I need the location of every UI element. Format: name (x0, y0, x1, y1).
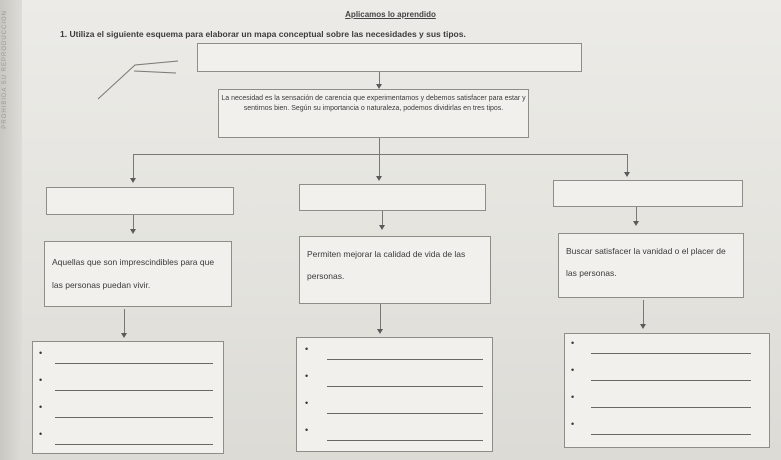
definition-text: La necesidad es la sensación de carencia que experimentamos y debemos satisfacer para estar y sentirnos bien. Según su importancia o naturaleza, podemos dividirlas en tres tipos. (221, 95, 526, 112)
page-binding (0, 0, 22, 460)
example-answer-line[interactable]: • (565, 344, 769, 354)
question-body: Utiliza el siguiente esquema para elaborar un mapa conceptual sobre las necesidades y sus tipos. (69, 29, 466, 39)
arrow-down-icon (640, 324, 646, 329)
main-concept-box[interactable] (197, 43, 582, 72)
example-answer-line[interactable]: • (565, 398, 769, 408)
arrow-down-icon (121, 333, 127, 338)
example-answer-line[interactable]: • (297, 431, 492, 441)
type-description-box-2 (299, 236, 491, 304)
type-description-text-2: Permiten mejorar la calidad de vida de las personas. (307, 249, 466, 281)
connector-line (133, 215, 134, 229)
connector-line (382, 211, 383, 225)
connector-branch-line (133, 154, 627, 155)
examples-box-2 (296, 337, 493, 452)
question-text (60, 29, 466, 39)
connector-line (643, 300, 644, 324)
example-answer-line[interactable]: • (297, 377, 492, 387)
connector-line (133, 154, 134, 178)
type-description-box-1 (44, 241, 232, 307)
connector-line (380, 304, 381, 329)
arrow-down-icon (624, 172, 630, 177)
arrow-down-icon (130, 229, 136, 234)
example-answer-line[interactable]: • (33, 435, 223, 445)
examples-box-1 (32, 341, 224, 454)
example-answer-line[interactable]: • (33, 408, 223, 418)
connector-line (379, 72, 380, 84)
side-watermark-text: PROHIBIDA SU REPRODUCCIÓN (2, 10, 8, 129)
examples-box-3 (564, 333, 770, 448)
question-number: 1. (60, 29, 68, 39)
connector-line (379, 154, 380, 176)
example-answer-line[interactable]: • (33, 354, 223, 364)
example-answer-line[interactable]: • (33, 381, 223, 391)
type-description-box-3 (558, 233, 744, 298)
type-name-box-3[interactable] (553, 180, 743, 207)
arrow-down-icon (376, 176, 382, 181)
pencil-scribble (90, 55, 190, 100)
example-answer-line[interactable]: • (297, 350, 492, 360)
connector-line (627, 154, 628, 172)
connector-line (124, 309, 125, 333)
arrow-down-icon (130, 178, 136, 183)
connector-line (379, 138, 380, 154)
type-name-box-1[interactable] (46, 187, 234, 215)
connector-line (636, 207, 637, 221)
type-description-text-1: Aquellas que son imprescindibles para que las personas puedan vivir. (52, 257, 215, 290)
arrow-down-icon (377, 329, 383, 334)
arrow-down-icon (379, 225, 385, 230)
example-answer-line[interactable]: • (297, 404, 492, 414)
example-answer-line[interactable]: • (565, 425, 769, 435)
type-description-text-3: Buscar satisfacer la vanidad o el placer de las personas. (566, 246, 726, 278)
example-answer-line[interactable]: • (565, 371, 769, 381)
arrow-down-icon (633, 221, 639, 226)
definition-box (218, 89, 529, 138)
type-name-box-2[interactable] (299, 184, 486, 211)
worksheet-title: Aplicamos lo aprendido (345, 10, 436, 19)
